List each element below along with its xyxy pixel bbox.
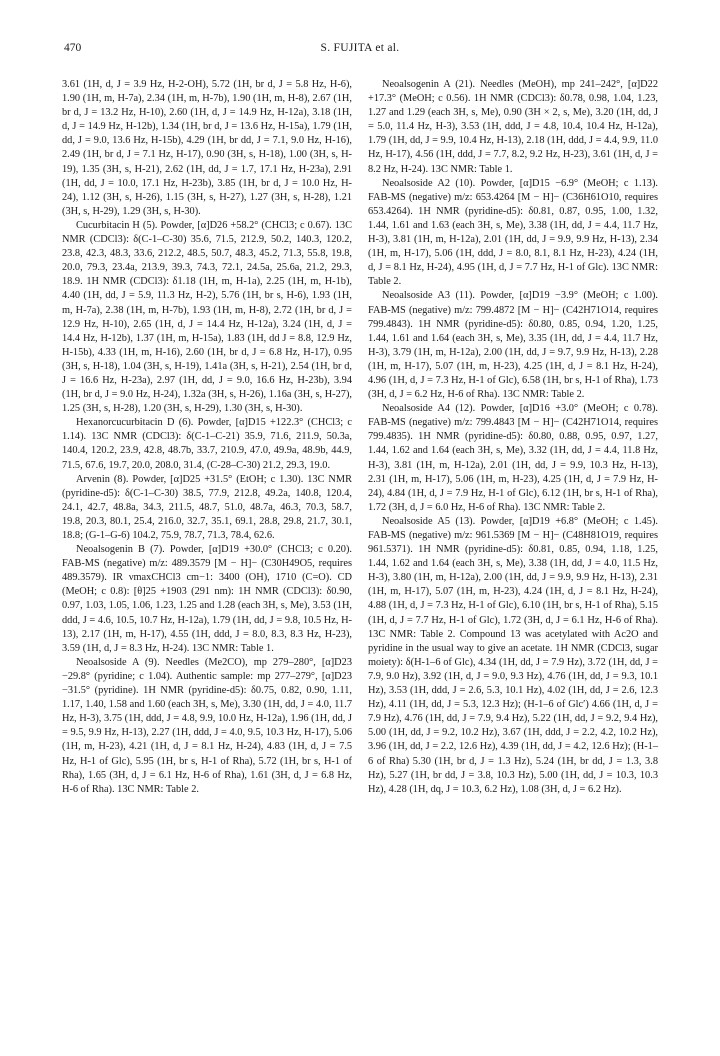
paragraph: Neoalsoside A2 (10). Powder, [α]D15 −6.9° (MeOH; c 1.13). FAB-MS (negative) m/z: 653.4264 [M − H]− (C36H61O10, requires 653.4264). 1H NMR (pyridine-d5): δ0.81, 0.87, 0.95, 1.00, 1.32, 1.44, 1.61 and 1.63 (each 3H, s, Me), 3.38 (1H, dd, J = 4.4, 11.7 Hz, H-3), 3.81 (1H, m, H-12a), 2.01 (1H, dd, J = 9.9, 9.9 Hz, H-13), 2.34 (1H, m, H-17), 5.06 (1H, ddd, J = 8.0, 8.1, 8.1 Hz, H-23), 4.24 (1H, d, J = 8.1 Hz, H-24), 4.95 (1H, d, J = 7.7 Hz, H-1 of Glc). 13C NMR: Table 2.	[368, 177, 658, 288]
paragraph: Neoalsoside A3 (11). Powder, [α]D19 −3.9° (MeOH; c 1.00). FAB-MS (negative) m/z: 799.4872 [M − H]− (C42H71O14, requires 799.4843). 1H NMR (pyridine-d5): δ0.80, 0.85, 0.94, 1.20, 1.25, 1.44, 1.61 and 1.64 (each 3H, s, Me), 3.35 (1H, dd, J = 4.4, 11.7 Hz, H-3), 3.79 (1H, m, H-12a), 2.00 (1H, dd, J = 9.7, 9.9 Hz, H-13), 2.28 (1H, m, H-17), 5.07 (1H, m, H-23), 4.25 (1H, d, J = 8.1 Hz, H-24), 4.96 (1H, d, J = 7.3 Hz, H-1 of Glc), 6.58 (1H, br s, H-1 of Rha), 1.73 (3H, d, J = 6.2 Hz, H-6 of Rha). 13C NMR: Table 2.	[368, 290, 658, 401]
paragraph: Neoalsogenin A (21). Needles (MeOH), mp 241–242°, [α]D22 +17.3° (MeOH; c 0.56). 1H NMR (CDCl3): δ0.78, 0.98, 1.04, 1.23, 1.27 and 1.29 (each 3H, s, Me), 0.90 (3H × 2, s, Me), 3.20 (1H, dd, J = 5.0, 11.4 Hz, H-3), 3.53 (1H, ddd, J = 4.8, 10.4, 10.4 Hz, H-12a), 1.79 (1H, dd, J = 9.9, 10.4 Hz, H-13), 2.18 (1H, ddd, J = 4.4, 9.9, 11.0 Hz, H-17), 4.56 (1H, ddd, J = 7.7, 8.2, 9.2 Hz, H-23), 3.61 (1H, d, J = 8.2 Hz, H-24). 13C NMR: Table 1.	[368, 79, 658, 175]
paragraph: Neoalsogenin B (7). Powder, [α]D19 +30.0° (CHCl3; c 0.20). FAB-MS (negative) m/z: 489.3579 [M − H]− (C30H49O5, requires 489.3579). IR νmaxCHCl3 cm−1: 3400 (OH), 1710 (C=O). CD (MeOH; c 0.8): [θ]25 +1903 (291 nm): 1H NMR (CDCl3): δ0.90, 0.97, 1.03, 1.05, 1.06, 1.23, 1.25 and 1.28 (each 3H, s, Me), 3.53 (1H, ddd, J = 4.6, 10.5, 10.7 Hz, H-12a), 1.79 (1H, dd, J = 9.8, 10.5 Hz, H-13), 2.17 (1H, m, H-17), 4.55 (1H, ddd, J = 8.0, 8.3, 8.3 Hz, H-23), 3.59 (1H, d, J = 8.3 Hz, H-24). 13C NMR: Table 1.	[62, 544, 352, 654]
paragraph: Neoalsoside A4 (12). Powder, [α]D16 +3.0° (MeOH; c 0.78). FAB-MS (negative) m/z: 799.4843 [M − H]− (C42H71O14, requires 799.4835). 1H NMR (pyridine-d5): δ0.80, 0.88, 0.95, 0.97, 1.27, 1.44, 1.62 and 1.64 (each 3H, s, Me), 3.32 (1H, dd, J = 4.4, 11.8 Hz, H-3), 3.81 (1H, m, H-12a), 2.01 (1H, dd, J = 9.9, 10.3 Hz, H-13), 2.31 (1H, m, H-17), 5.06 (1H, m, H-23), 4.25 (1H, d, J = 7.9 Hz, H-24), 4.84 (1H, d, J = 7.9 Hz, H-1 of Glc), 6.12 (1H, br s, H-1 of Rha), 1.72 (3H, d, J = 6.0 Hz, H-6 of Rha). 13C NMR: Table 2.	[368, 403, 658, 513]
left-column	[62, 78, 352, 797]
paragraph: Cucurbitacin H (5). Powder, [α]D26 +58.2° (CHCl3; c 0.67). 13C NMR (CDCl3): δ(C-1–C-30) 35.6, 71.5, 212.9, 50.2, 140.3, 120.2, 23.8, 42.3, 48.3, 33.6, 212.2, 48.5, 50.7, 48.3, 45.2, 71.3, 55.8, 19.8, 20.0, 79.3, 23.4a, 213.9, 39.3, 74.3, 72.1, 24.5a, 25.6a, 21.2, 29.3, 18.9. 1H NMR (CDCl3): δ1.18 (1H, m, H-1a), 2.25 (1H, m, H-1b), 4.40 (1H, dd, J = 5.9, 11.3 Hz, H-2), 5.76 (1H, br s, H-6), 1.93 (1H, m, H-7a), 2.38 (1H, m, H-7b), 1.93 (1H, m, H-8), 2.72 (1H, br d, J = 12.9 Hz, H-10), 2.65 (1H, d, J = 14.4 Hz, H-12a), 3.24 (1H, d, J = 14.4 Hz, H-12b), 1.37 (1H, m, H-15a), 1.83 (1H, dd J = 8.8, 12.9 Hz, H-15b), 4.33 (1H, m, H-16), 2.60 (1H, br d, J = 6.8 Hz, H-17), 0.95 (3H, s, H-18), 1.04 (3H, s, H-19), 1.41a (3H, s, H-21), 2.54 (1H, br d, J = 16.6 Hz, H-23a), 2.97 (1H, dd, J = 9.0, 16.6 Hz, H-23b), 3.94 (1H, br d, J = 9.0 Hz, H-24), 1.32a (3H, s, H-26), 1.16a (3H, s, H-27), 1.25 (3H, s, H-28), 1.20 (3H, s, H-29), 1.30 (3H, s, H-30).	[62, 219, 352, 415]
paragraph: Arvenin (8). Powder, [α]D25 +31.5° (EtOH; c 1.30). 13C NMR (pyridine-d5): δ(C-1–C-30) 38.5, 77.9, 212.8, 49.2a, 140.8, 120.4, 24.1, 42.7, 48.8a, 34.3, 211.5, 48.7, 51.0, 48.7a, 46.3, 70.3, 58.7, 19.8, 20.3, 80.1, 25.4, 216.0, 32.7, 35.1, 69.1, 28.8, 29.8, 21.7, 30.1, 18.8; (G-1–G-6) 104.2, 75.9, 78.7, 71.3, 78.4, 62.6.	[62, 473, 352, 541]
paragraph: Hexanorcucurbitacin D (6). Powder, [α]D15 +122.3° (CHCl3; c 1.14). 13C NMR (CDCl3): δ(C-1–C-21) 35.9, 71.6, 211.9, 50.3a, 140.4, 120.2, 23.9, 42.8, 48.7b, 33.7, 210.9, 47.0, 49.9a, 48.9b, 44.9, 71.5, 67.6, 19.7, 20.0, 208.0, 31.4, (C-28–C-30) 21.2, 29.3, 19.0.	[62, 417, 352, 471]
paragraph: Neoalsoside A (9). Needles (Me2CO), mp 279–280°, [α]D23 −29.8° (pyridine; c 1.04). Authentic sample: mp 277–279°, [α]D23 −31.5° (pyridine). 1H NMR (pyridine-d5): δ0.75, 0.82, 0.90, 1.11, 1.17, 1.40, 1.58 and 1.60 (each 3H, s, Me), 3.30 (1H, dd, J = 4.0, 11.7 Hz, H-3), 3.75 (1H, ddd, J = 4.8, 9.9, 10.0 Hz, H-12a), 1.96 (1H, dd, J = 9.5, 9.9 Hz, H-13), 2.27 (1H, ddd, J = 4.0, 9.5, 10.3 Hz, H-17), 5.06 (1H, m, H-23), 4.21 (1H, d, J = 8.1 Hz, H-24), 4.83 (1H, d, J = 7.5 Hz, H-1 of Glc), 5.95 (1H, br s, H-1 of Rha), 5.72 (1H, br s, H-1 of Rha), 1.65 (3H, d, J = 6.1 Hz, H-6 of Rha), 1.61 (3H, d, J = 6.8 Hz, H-6 of Rha). 13C NMR: Table 2.	[62, 656, 352, 795]
running-head: S. FUJITA et al.	[320, 42, 400, 54]
page-header	[64, 42, 656, 62]
page-number: 470	[64, 42, 82, 54]
paragraph: Neoalsoside A5 (13). Powder, [α]D19 +6.8° (MeOH; c 1.45). FAB-MS (negative) m/z: 961.5369 [M − H]− (C48H81O19, requires 961.5371). 1H NMR (pyridine-d5): δ0.81, 0.85, 0.94, 1.18, 1.25, 1.44, 1.62 and 1.64 (each 3H, s, Me), 3.38 (1H, dd, J = 4.0, 11.5 Hz, H-3), 3.80 (1H, m, H-12a), 2.00 (1H, dd, J = 9.9, 9.9 Hz, H-13), 2.31 (1H, m, H-17), 5.07 (1H, m, H-23), 4.24 (1H, d, J = 8.1 Hz, H-24), 4.88 (1H, d, J = 7.3 Hz, H-1 of Glc), 6.10 (1H, br s, H-1 of Rha), 5.15 (1H, d, J = 7.7 Hz, H-1 of Glc), 1.72 (3H, d, J = 6.1 Hz, H-6 of Rha). 13C NMR: Table 2. Compound 13 was acetylated with Ac2O and pyridine in the usual way to give an acetate. 1H NMR (CDCl3, sugar moiety): δ(H-1–6 of Glc), 4.34 (1H, dd, J = 7.9 Hz), 3.72 (1H, dd, J = 7.9, 9.0 Hz), 3.92 (1H, d, J = 9.0, 9.3 Hz), 4.76 (1H, dd, J = 9.3, 10.1 Hz), 3.53 (1H, ddd, J = 2.6, 5.3, 10.1 Hz), 4.02 (1H, dd, J = 2.6, 12.3 Hz), 4.11 (1H, dd, J = 5.3, 12.3 Hz); (H-1–6 of Glc′) 4.66 (1H, d, J = 7.9 Hz), 4.76 (1H, dd, J = 7.9, 9.4 Hz), 5.22 (1H, dd, J = 9.2, 9.4 Hz), 5.00 (1H, dd, J = 9.2, 10.2 Hz), 3.67 (1H, ddd, J = 2.2, 4.2, 10.2 Hz), 3.96 (1H, dd, J = 2.2, 12.6 Hz), 4.39 (1H, dd, J = 4.2, 12.6 Hz); (H-1–6 of Rha) 5.30 (1H, br d, J = 1.3 Hz), 5.24 (1H, br dd, J = 1.3, 3.8 Hz), 5.27 (1H, br dd, J = 3.8, 10.3 Hz), 5.00 (1H, dd, J = 10.3, 10.3 Hz), 4.28 (1H, dq, J = 10.3, 6.2 Hz), 1.08 (3H, d, J = 6.2 Hz).	[368, 515, 658, 795]
right-column	[368, 78, 658, 797]
paragraph: 3.61 (1H, d, J = 3.9 Hz, H-2-OH), 5.72 (1H, br d, J = 5.8 Hz, H-6), 1.90 (1H, m, H-7a), 2.34 (1H, m, H-7b), 1.90 (1H, m, H-8), 2.67 (1H, br d, J = 13.2 Hz, H-10), 2.60 (1H, d, J = 14.9 Hz, H-12a), 3.18 (1H, d, J = 14.9 Hz, H-12b), 1.34 (1H, br d, J = 13.6 Hz, H-15a), 1.79 (1H, dd, J = 9.0, 13.6 Hz, H-15b), 4.29 (1H, br dd, J = 7.1, 9.0 Hz, H-16), 2.49 (1H, br d, J = 7.1 Hz, H-17), 0.90 (3H, s, H-18), 1.00 (3H, s, H-19), 1.35 (3H, s, H-21), 2.62 (1H, dd, J = 1.7, 17.1 Hz, H-23a), 2.91 (1H, dd, J = 10.0, 17.1 Hz, H-23b), 3.85 (1H, br d, J = 10.0 Hz, H-24), 1.12 (3H, s, H-26), 1.15 (3H, s, H-27), 1.27 (3H, s, H-28), 1.21 (3H, s, H-29), 1.29 (3H, s, H-30).	[62, 79, 352, 217]
